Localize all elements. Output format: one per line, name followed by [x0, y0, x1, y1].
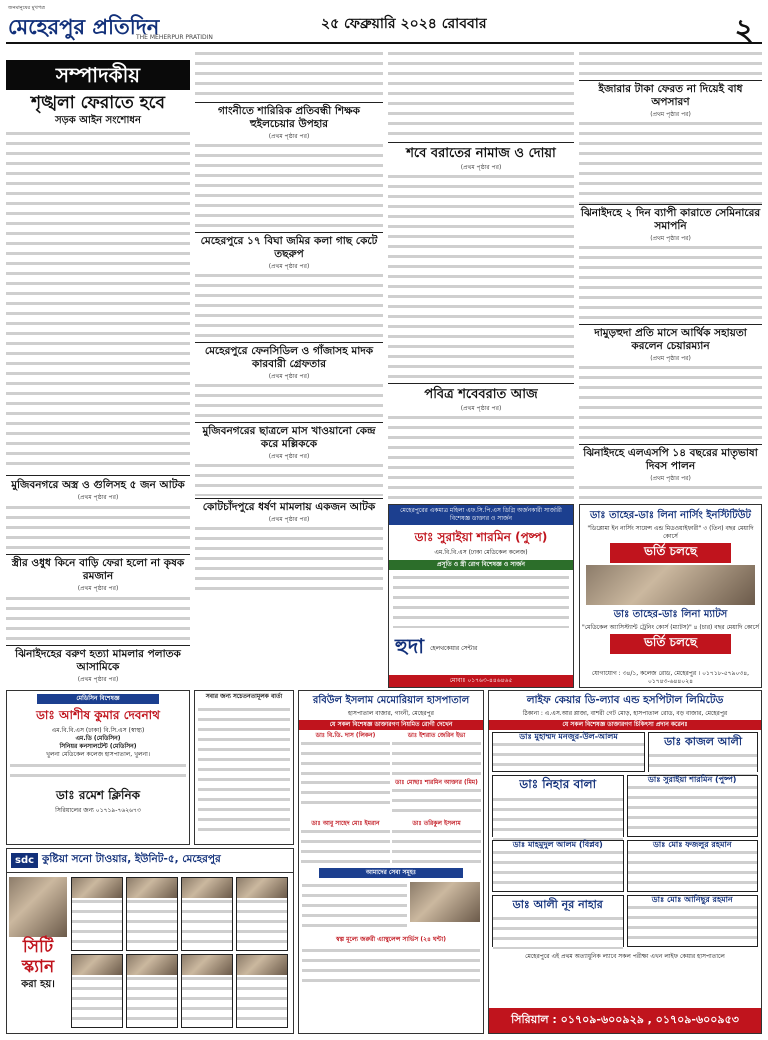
story-continued: (প্রথম পৃষ্ঠার পর): [268, 453, 310, 460]
ad-doctor-row: [299, 820, 483, 864]
ad-taher-lina-nursing: [579, 504, 762, 688]
ad-admission-open-2: ভর্তি চলছে: [610, 634, 731, 654]
ad-institute-title: ডাঃ তাহের-ডাঃ লিনা নার্সিং ইনস্টিটিউট: [590, 510, 751, 521]
column-two-lower: [195, 498, 383, 598]
ad-phone: সিরিয়ালের জন্য ০১৭১৯-৭৬২৬৭৩: [55, 807, 141, 814]
ad-services: [299, 882, 483, 934]
story-body: [6, 504, 190, 554]
story-body: [579, 484, 762, 500]
story-continued: (প্রথম পৃষ্ঠার পর): [460, 405, 502, 412]
ad-hospital-name: লাইফ কেয়ার ডি-ল্যাব এন্ড হসপিটাল লিমিটেড: [526, 694, 724, 706]
doctor-card: [71, 954, 123, 1028]
story-continued: (প্রথম পৃষ্ঠার পর): [650, 111, 691, 118]
ad-clinic-name: হুদা: [395, 634, 425, 658]
editorial-body: [6, 130, 190, 468]
story-continued: (প্রথম পৃষ্ঠার পর): [650, 355, 691, 362]
ad-doctor-row: [299, 779, 483, 817]
doctor-card: [236, 954, 288, 1028]
ad-contact: যোগাযোগ : ৩৪/১, কলেজ রোড, মেহেরপুর । ০১৭১৮-৫৭৯০৩৪, ০১৭৪৩-৬৪৪০২৪: [591, 670, 750, 685]
story-headline-shab-e-barat-prayer: শবে বরাতের নামাজ ও দোয়া: [388, 142, 574, 162]
ad-note: মেহেরপুরে এই প্রথম অত্যাধুনিক ল্যাবে সকল পরীক্ষা এখন লাইফ কেয়ার হাসপাতালে: [525, 953, 725, 960]
editorial-subhead: সড়ক আইন সংশোধন: [55, 115, 141, 126]
story-continued: (প্রথম পৃষ্ঠার পর): [650, 475, 691, 482]
story-headline-murder: ঝিনাইদহের বরুণ হত্যা মামলার পলাতক আসামিকে: [6, 645, 190, 674]
ad-students-photo: [586, 565, 755, 605]
column-two: [195, 50, 383, 496]
column-four: [579, 50, 762, 500]
story-body: [195, 272, 383, 342]
ambulance-image: [410, 882, 480, 922]
ad-tagline: যে সকল বিশেষজ্ঞ ডাক্তারগণ নিয়মিত রোগী দেখেন: [299, 720, 483, 730]
ad-course-desc: "ডিপ্লোমা ইন নার্সিং সায়েন্স এন্ড মিডওয়াইফারী" ৩ (তিন) বছর মেয়াদি কোর্সে: [587, 525, 754, 540]
story-continued: (প্রথম পৃষ্ঠার পর): [77, 494, 119, 501]
story-body: [579, 50, 762, 80]
ad-services-head: আমাদের সেবা সমূহঃ: [319, 868, 463, 878]
story-continued: (প্রথম পৃষ্ঠার পর): [268, 373, 310, 380]
masthead: [6, 4, 762, 48]
ad-health-tips: [198, 706, 290, 831]
story-headline-drugs: মেহেরপুরে ফেনসিডিল ও গাঁজাসহ মাদক কারবারী গ্রেফতার: [195, 342, 383, 371]
ad-doctor-row: [489, 895, 761, 947]
ad-title: কুষ্টিয়া সনো টাওয়ার, ইউনিট-৫, মেহেরপুর: [42, 853, 221, 865]
ad-doctor-name: ডাঃ সুরাইয়া শারমিন (পুষ্প): [414, 530, 548, 544]
newspaper-logo: [6, 4, 216, 42]
ad-position: সিনিয়র কনসালটেন্ট (মেডিসিন): [59, 743, 137, 750]
story-continued: (প্রথম পৃষ্ঠার পর): [77, 585, 119, 592]
story-body: [579, 120, 762, 204]
story-body: [579, 244, 762, 324]
ad-mats-desc: "মেডিকেল অ্যাসিস্ট্যান্ট ট্রেনিং কোর্স (ম্যাটস)" ৪ (চার) বছর মেয়াদি কোর্সে: [581, 624, 760, 631]
ad-health-title: সবার জন্য সচেতনতামূলক বার্তা: [205, 693, 283, 700]
story-headline-farmer: স্ত্রীর ওধুধ কিনে বাড়ি ফেরা হলো না কৃষক রমজান: [6, 554, 190, 583]
newspaper-subtitle: THE MEHERPUR PRATIDIN: [136, 34, 213, 41]
ad-ambulance: স্বল্প মূল্যে জরুরী এ্যাম্বুলেন্স সার্ভিস (২৪ ঘন্টা): [336, 936, 446, 943]
doctor-name: ডাঃ মোঃ ফজলুর রহমান: [652, 840, 732, 849]
ad-doctor-name: ডাঃ আশীষ কুমার দেবনাথ: [36, 708, 160, 722]
ad-health-awareness: [194, 690, 294, 845]
doctor-card: [181, 877, 233, 951]
doctor-name: ডাঃ কাজল আলী: [664, 735, 742, 748]
doctor-name: ডাঃ বি.ডি. দাস (লিকন): [315, 732, 376, 739]
story-body: [388, 50, 574, 142]
doctor-name: ডাঃ মাহমুদুল আলম (বিপ্লব): [512, 840, 603, 849]
story-headline-chairman: দামুড়হুদা প্রতি মাসে আর্থিক সহায়তা করলেন চেয়ারম্যান: [579, 324, 762, 353]
ad-city-scan-sub: করা হয়।: [21, 979, 55, 990]
story-body: [195, 50, 383, 102]
editorial-column: [6, 92, 190, 472]
story-headline-arrest: কোটচাঁদপুরে ধর্ষণ মামলায় একজন আটক: [202, 501, 376, 513]
editorial-headline: শৃঙ্খলা ফেরাতে হবে: [31, 93, 165, 113]
ad-ct-scan-panel: [9, 877, 67, 1032]
doctor-card: [126, 877, 178, 951]
doctor-name: ডাঃ মুহাম্মদ মনজুর-উল-আলম: [519, 732, 618, 741]
story-headline-mother-language: ঝিনাইদহে এলএসপি ১৪ বছরের মাতৃভাষা দিবস পালন: [579, 444, 762, 473]
doctor-name: ডাঃ আলী নূর নাহার: [512, 898, 603, 911]
issue-date: ২৫ ফেব্রুয়ারি ২০২৪ রোববার: [321, 16, 487, 32]
story-continued: (প্রথম পৃষ্ঠার পর): [268, 263, 310, 270]
doctor-card: [126, 954, 178, 1028]
doctor-card: [236, 877, 288, 951]
story-body: [195, 382, 383, 422]
ad-doctor-row: [489, 732, 761, 772]
ad-schedule: [10, 762, 186, 784]
story-body: [195, 525, 383, 597]
ad-degree: এম.বি.বি.এস (ঢাকা) বি.সি.এস (স্বাস্থ্য): [51, 727, 145, 734]
doctor-name: ডাঃ তরিকুল ইসলাম: [412, 820, 461, 827]
doctor-card: [71, 877, 123, 951]
ad-mats-title: ডাঃ তাহের-ডাঃ লিনা ম্যাটস: [613, 609, 728, 620]
column-three: [388, 50, 574, 500]
newspaper-name: মেহেরপুর প্রতিদিন: [8, 14, 160, 39]
ad-life-care-hospital: [488, 690, 762, 1034]
ad-doctor-row: [299, 732, 483, 776]
sdc-logo-icon: sdc: [11, 853, 38, 868]
ad-doctor-row: [489, 775, 761, 837]
left-lower-stories: [6, 475, 190, 685]
ad-city-scan: সিটি স্ক্যান: [21, 937, 55, 977]
ad-specialty-head: মেডিসিন বিশেষজ্ঞ: [37, 694, 159, 704]
story-continued: (প্রথম পৃষ্ঠার পর): [460, 164, 502, 171]
story-headline-mujibnagar: মুজিবনগরের ছাত্রলে মাস খাওয়ানো কেন্দ্র করে মল্লিককে: [195, 422, 383, 451]
ct-scanner-image: [9, 877, 67, 937]
ad-hospital-addr: হাসপাতাল বাজার, গাংনী, মেহেরপুর: [348, 710, 434, 717]
story-headline-lease: ইজারার টাকা ফেরত না দিয়েই বাধ অপসারণ: [579, 80, 762, 109]
ad-doctor-grid: [71, 877, 293, 1028]
story-continued: (প্রথম পৃষ্ঠার পর): [268, 516, 310, 523]
story-body: [195, 142, 383, 232]
story-body: [388, 414, 574, 500]
ad-clinic-name: ডাঃ রমেশ ক্লিনিক: [55, 788, 141, 802]
ad-kushtia-sono-tower: [6, 848, 294, 1034]
doctor-name: ডাঃ নিহার বালা: [519, 777, 597, 791]
ad-specialty: প্রসূতি ও স্ত্রী রোগ বিশেষজ্ঞ ও সার্জন: [389, 560, 573, 570]
ad-top-note: মেহেরপুরের একমাত্র মহিলা এফ.সি.পি.এস ডিগ্রি অর্জনকারী সার্জারী বিশেষজ্ঞ ডাক্তার ও সার্জন: [389, 505, 573, 525]
ad-hospital-name: রবিউল ইসলাম মেমোরিয়াল হাসপাতাল: [312, 695, 470, 706]
doctor-name: ডাঃ সুরাইয়া শারমিন (পুষ্প): [648, 775, 737, 784]
doctor-name: ডাঃ ইশরাত জেরিন ইভা: [407, 732, 466, 739]
ad-clinic-sub: হেলথকেয়ার সেন্টার: [430, 644, 478, 652]
doctor-name: ডাঃ মোঃ আনিছুর রহমান: [651, 895, 733, 904]
story-body: [195, 462, 383, 496]
ad-degree: এম.বি.বি.এস (ঢাকা মেডিকেল কলেজ): [434, 549, 528, 556]
doctor-card: [181, 954, 233, 1028]
services-list: [302, 882, 407, 934]
ad-md: এম.ডি (মেডিসিন): [75, 735, 121, 742]
story-body: [579, 364, 762, 444]
ad-phone: মোবাঃ ০১৭৬৩-৪৪৬৪৬৫: [389, 675, 573, 687]
story-body: [388, 173, 574, 383]
ad-huda-healthcare: [388, 504, 574, 688]
ad-tagline: যে সকল বিশেষজ্ঞ ডাক্তারগণ চিকিৎসা প্রদান করেনঃ: [489, 720, 761, 730]
page-number: ২: [734, 13, 754, 48]
ad-header: [7, 849, 293, 873]
story-body: [6, 595, 190, 645]
ad-admission-open: ভর্তি চলছে: [610, 543, 731, 563]
ad-serial-phone: সিরিয়াল : ০১৭০৯-৬০০৯২৯ , ০১৭০৯-৬০০৯৫৩: [489, 1008, 761, 1033]
ad-services-list: [393, 574, 569, 628]
story-headline-karate: ঝিনাইদহে ২ দিন ব্যাপী কারাতে সেমিনারের সমাপনি: [579, 204, 762, 233]
story-continued: (প্রথম পৃষ্ঠার পর): [650, 235, 691, 242]
doctor-name: ডাঃ আবু সাহেদ মোঃ ইমরান: [311, 820, 380, 827]
ad-doctor-row: [489, 840, 761, 892]
story-headline-arms: মুজিবনগরে অস্ত্র ও গুলিসহ ৫ জন আটক: [11, 479, 185, 491]
ad-hospital-addr: ঠিকানা : এ.এস.আর প্লাজা, বাশরী গেট মোড়, হাসপাতাল রোড, বড় বাজার, মেহেরপুর: [522, 710, 728, 717]
ad-rabiul-islam-hospital: [298, 690, 484, 1034]
story-continued: (প্রথম পৃষ্ঠার পর): [268, 133, 310, 140]
story-headline-shab-e-barat-today: পবিত্র শবেবরাত আজ: [388, 383, 574, 403]
ad-hospital: খুলনা মেডিকেল কলেজ হাসপাতাল, খুলনা।: [46, 751, 150, 758]
story-headline-banana: মেহেরপুরে ১৭ বিঘা জমির কলা গাছ কেটে তছরুপ: [195, 232, 383, 261]
story-continued: (প্রথম পৃষ্ঠার পর): [77, 676, 119, 683]
ad-dr-ashish: [6, 690, 190, 845]
story-headline-wheelchair: গাংনীতে শারিরিক প্রতিবন্ধী শিক্ষক হুইলচেয়ার উপহার: [195, 102, 383, 131]
tagline: জনমানুষের মুখপত্র: [8, 5, 45, 11]
editorial-banner: সম্পাদকীয়: [6, 60, 190, 90]
ad-clinic-brand: [389, 632, 573, 665]
ad-footer-text: [302, 947, 480, 985]
doctor-name: ডাঃ মোছাঃ শারমিন আক্তার (মিম): [395, 779, 478, 786]
